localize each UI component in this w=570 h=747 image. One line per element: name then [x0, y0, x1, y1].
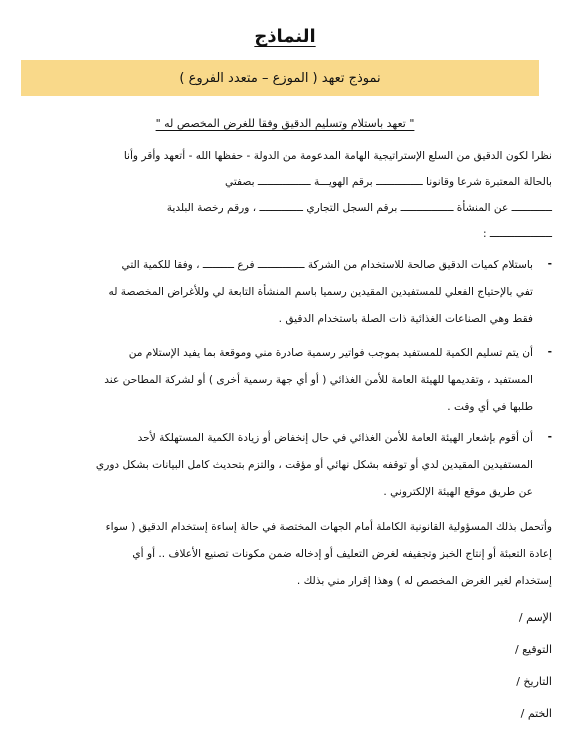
- page-title-text: النماذج: [254, 26, 316, 47]
- date-field-label: التاريخ /: [516, 675, 552, 688]
- closing-line-1: وأتحمل بذلك المسؤولية القانونية الكاملة أمام الجهات المختصة في حالة إساءة إستخدام الدقيق ( سواء: [105, 521, 552, 533]
- intro-line-2: بالحالة المعتبرة شرعا وقانونا ـــــــــــــــ برقم الهويـــة ـــــــــــــــــ بصفتي: [225, 176, 552, 188]
- bullet-2-line-1: أن يتم تسليم الكمية للمستفيد بموجب فواتير رسمية صادرة مني وموقعة بما يفيد الإستلام من: [128, 347, 533, 359]
- bullet-2-line-2: المستفيد ، وتقديمها للهيئة العامة للأمن الغذائي ( أو أي جهة رسمية أخرى ) أو لشركة المطاحن عند: [104, 374, 533, 386]
- intro-line-4: ــــــــــــــــــــ :: [482, 228, 552, 240]
- signature-field-label: التوقيع /: [514, 643, 552, 656]
- bullet-1-line-3: فقط وهي الصناعات الغذائية ذات الصلة باستخدام الدقيق .: [278, 313, 533, 325]
- form-name-text: نموذج تعهد ( الموزع – متعدد الفروع ): [179, 70, 381, 86]
- name-field-label: الإسم /: [518, 611, 552, 624]
- bullet-2-line-3: طلبها في أي وقت .: [447, 401, 533, 413]
- closing-line-2: إعادة التعبئة أو إنتاج الخبز وتجفيفه لغرض التعليف أو إدخاله ضمن مكونات تصنيع الأعلاف .. أو أي: [132, 548, 552, 560]
- bullet-dash: -: [547, 258, 552, 270]
- bullet-1-line-1: باستلام كميات الدقيق صالحة للاستخدام من الشركة ـــــــــــــــ فرع ــــــــــ ، وفقا للكمية التي: [121, 259, 533, 271]
- intro-line-3: ـــــــــــــ عن المنشأة ـــــــــــــــــ برقم السجل التجاري ــــــــــــــ ، ورقم رخصة البلدية: [166, 202, 552, 214]
- bullet-1-line-2: تفي بالإحتياج الفعلي للمستفيدين المقيدين رسميا باسم المنشأة التابعة لي وللأغراض المخصصة له: [108, 286, 533, 298]
- bullet-dash: -: [547, 346, 552, 358]
- pledge-subheading-text: " تعهد باستلام وتسليم الدقيق وفقا للغرض المخصص له ": [155, 117, 415, 130]
- bullet-3-line-2: المستفيدين المقيدين لدي أو توقفه بشكل نهائي أو مؤقت ، والتزم بتحديث كامل البيانات بشكل دوري: [95, 459, 533, 471]
- bullet-dash: -: [547, 431, 552, 443]
- closing-line-3: إستخدام لغير الغرض المخصص له ) وهذا إقرار مني بذلك .: [296, 575, 552, 587]
- pledge-subheading: [0, 116, 570, 132]
- intro-line-1: نظرا لكون الدقيق من السلع الإستراتيجية الهامة المدعومة من الدولة - حفظها الله - أتعهد وأقر وأنا: [123, 150, 552, 162]
- bullet-3-line-3: عن طريق موقع الهيئة الإلكتروني .: [383, 486, 533, 498]
- page-title: [0, 26, 570, 48]
- form-name-banner: [21, 60, 539, 96]
- bullet-3-line-1: أن أقوم بإشعار الهيئة العامة للأمن الغذائي في حال إنخفاض أو زيادة الكمية المستهلكة لأحد: [137, 432, 533, 444]
- stamp-field-label: الختم /: [520, 707, 552, 720]
